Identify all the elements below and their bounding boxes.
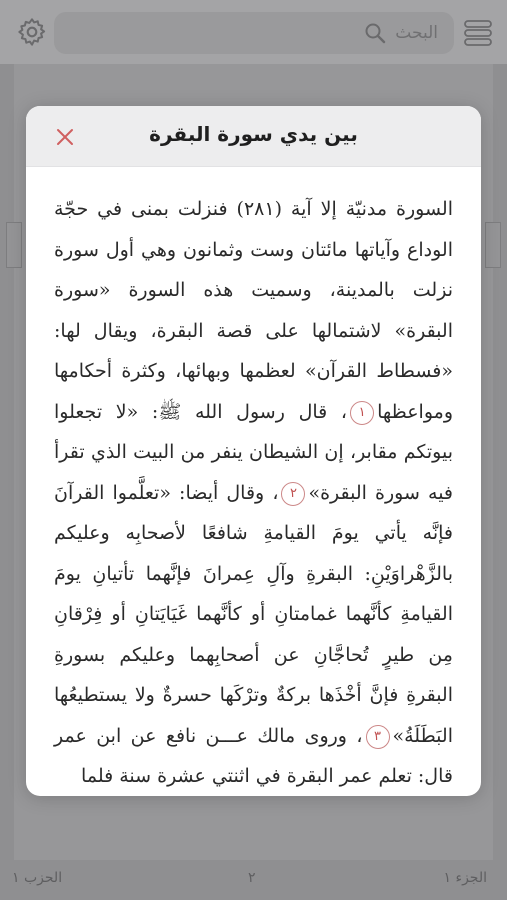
page-number: ٢ <box>248 870 256 886</box>
close-icon[interactable] <box>52 124 78 150</box>
search-icon <box>363 21 387 45</box>
intro-text-4: ، وروى مالك عـــن نافع عن ابن عمر قال: تعلم عمر البقرة في اثنتي عشرة سنة فلما <box>54 724 453 787</box>
search-placeholder: البحث <box>395 23 438 43</box>
page-side-tab-left <box>6 222 22 268</box>
juz-label: الجزء ١ <box>443 870 487 886</box>
surah-intro-dialog <box>26 106 481 796</box>
dialog-body <box>26 167 481 796</box>
dialog-title: بين يدي سورة البقرة <box>149 122 358 146</box>
hizb-label: الحزب ١ <box>12 870 63 886</box>
intro-paragraph <box>54 189 453 796</box>
dialog-header <box>26 106 481 167</box>
footnote-ref-1[interactable]: ١ <box>350 401 374 425</box>
intro-text-3: ، وقال أيضا: «تعلَّموا القرآنَ فإنَّه يأتي يومَ القيامةِ شافعًا لأصحابِه وعليكم بالزَّهْراوَيْنِ: البقرةِ وآلِ عِمرانَ فإنَّهما تأتيانِ يومَ القيامةِ كأنَّهما غمامتانِ أو كأنَّهما غَيَايَتانِ أو فِرْقانِ مِن طيرٍ تُحاجَّانِ عن أصحابِهما وعليكم بسورةِ البقرةِ فإنَّ أخْذَها بركةٌ وترْكَها حسرةٌ ولا يستطيعُها البَطَلَةُ» <box>54 481 453 747</box>
page-side-tab-right <box>485 222 501 268</box>
footnote-ref-3[interactable]: ٣ <box>366 725 390 749</box>
search-input[interactable] <box>54 12 454 54</box>
gear-icon[interactable] <box>16 16 48 48</box>
menu-icon[interactable] <box>463 18 493 48</box>
intro-text-1: السورة مدنيّة إلا آية (٢٨١) فنزلت بمنى في حجّة الوداع وآياتها مائتان وست وثمانون وهي أول سورة نزلت بالمدينة، وسميت هذه السورة «سورة البقرة» لاشتمالها على قصة البقرة، ويقال لها: «فسطاط القرآن» لعظمها وبهائها، وكثرة أحكامها ومواعظها <box>54 198 453 423</box>
top-bar <box>0 0 507 64</box>
intro-text-2: ، قال رسول الله ﷺ: «لا تجعلوا بيوتكم مقابر، إن الشيطان ينفر من البيت الذي تقرأ فيه سورة البقرة» <box>54 400 454 504</box>
footnote-ref-2[interactable]: ٢ <box>281 482 305 506</box>
page-footer <box>0 860 507 900</box>
